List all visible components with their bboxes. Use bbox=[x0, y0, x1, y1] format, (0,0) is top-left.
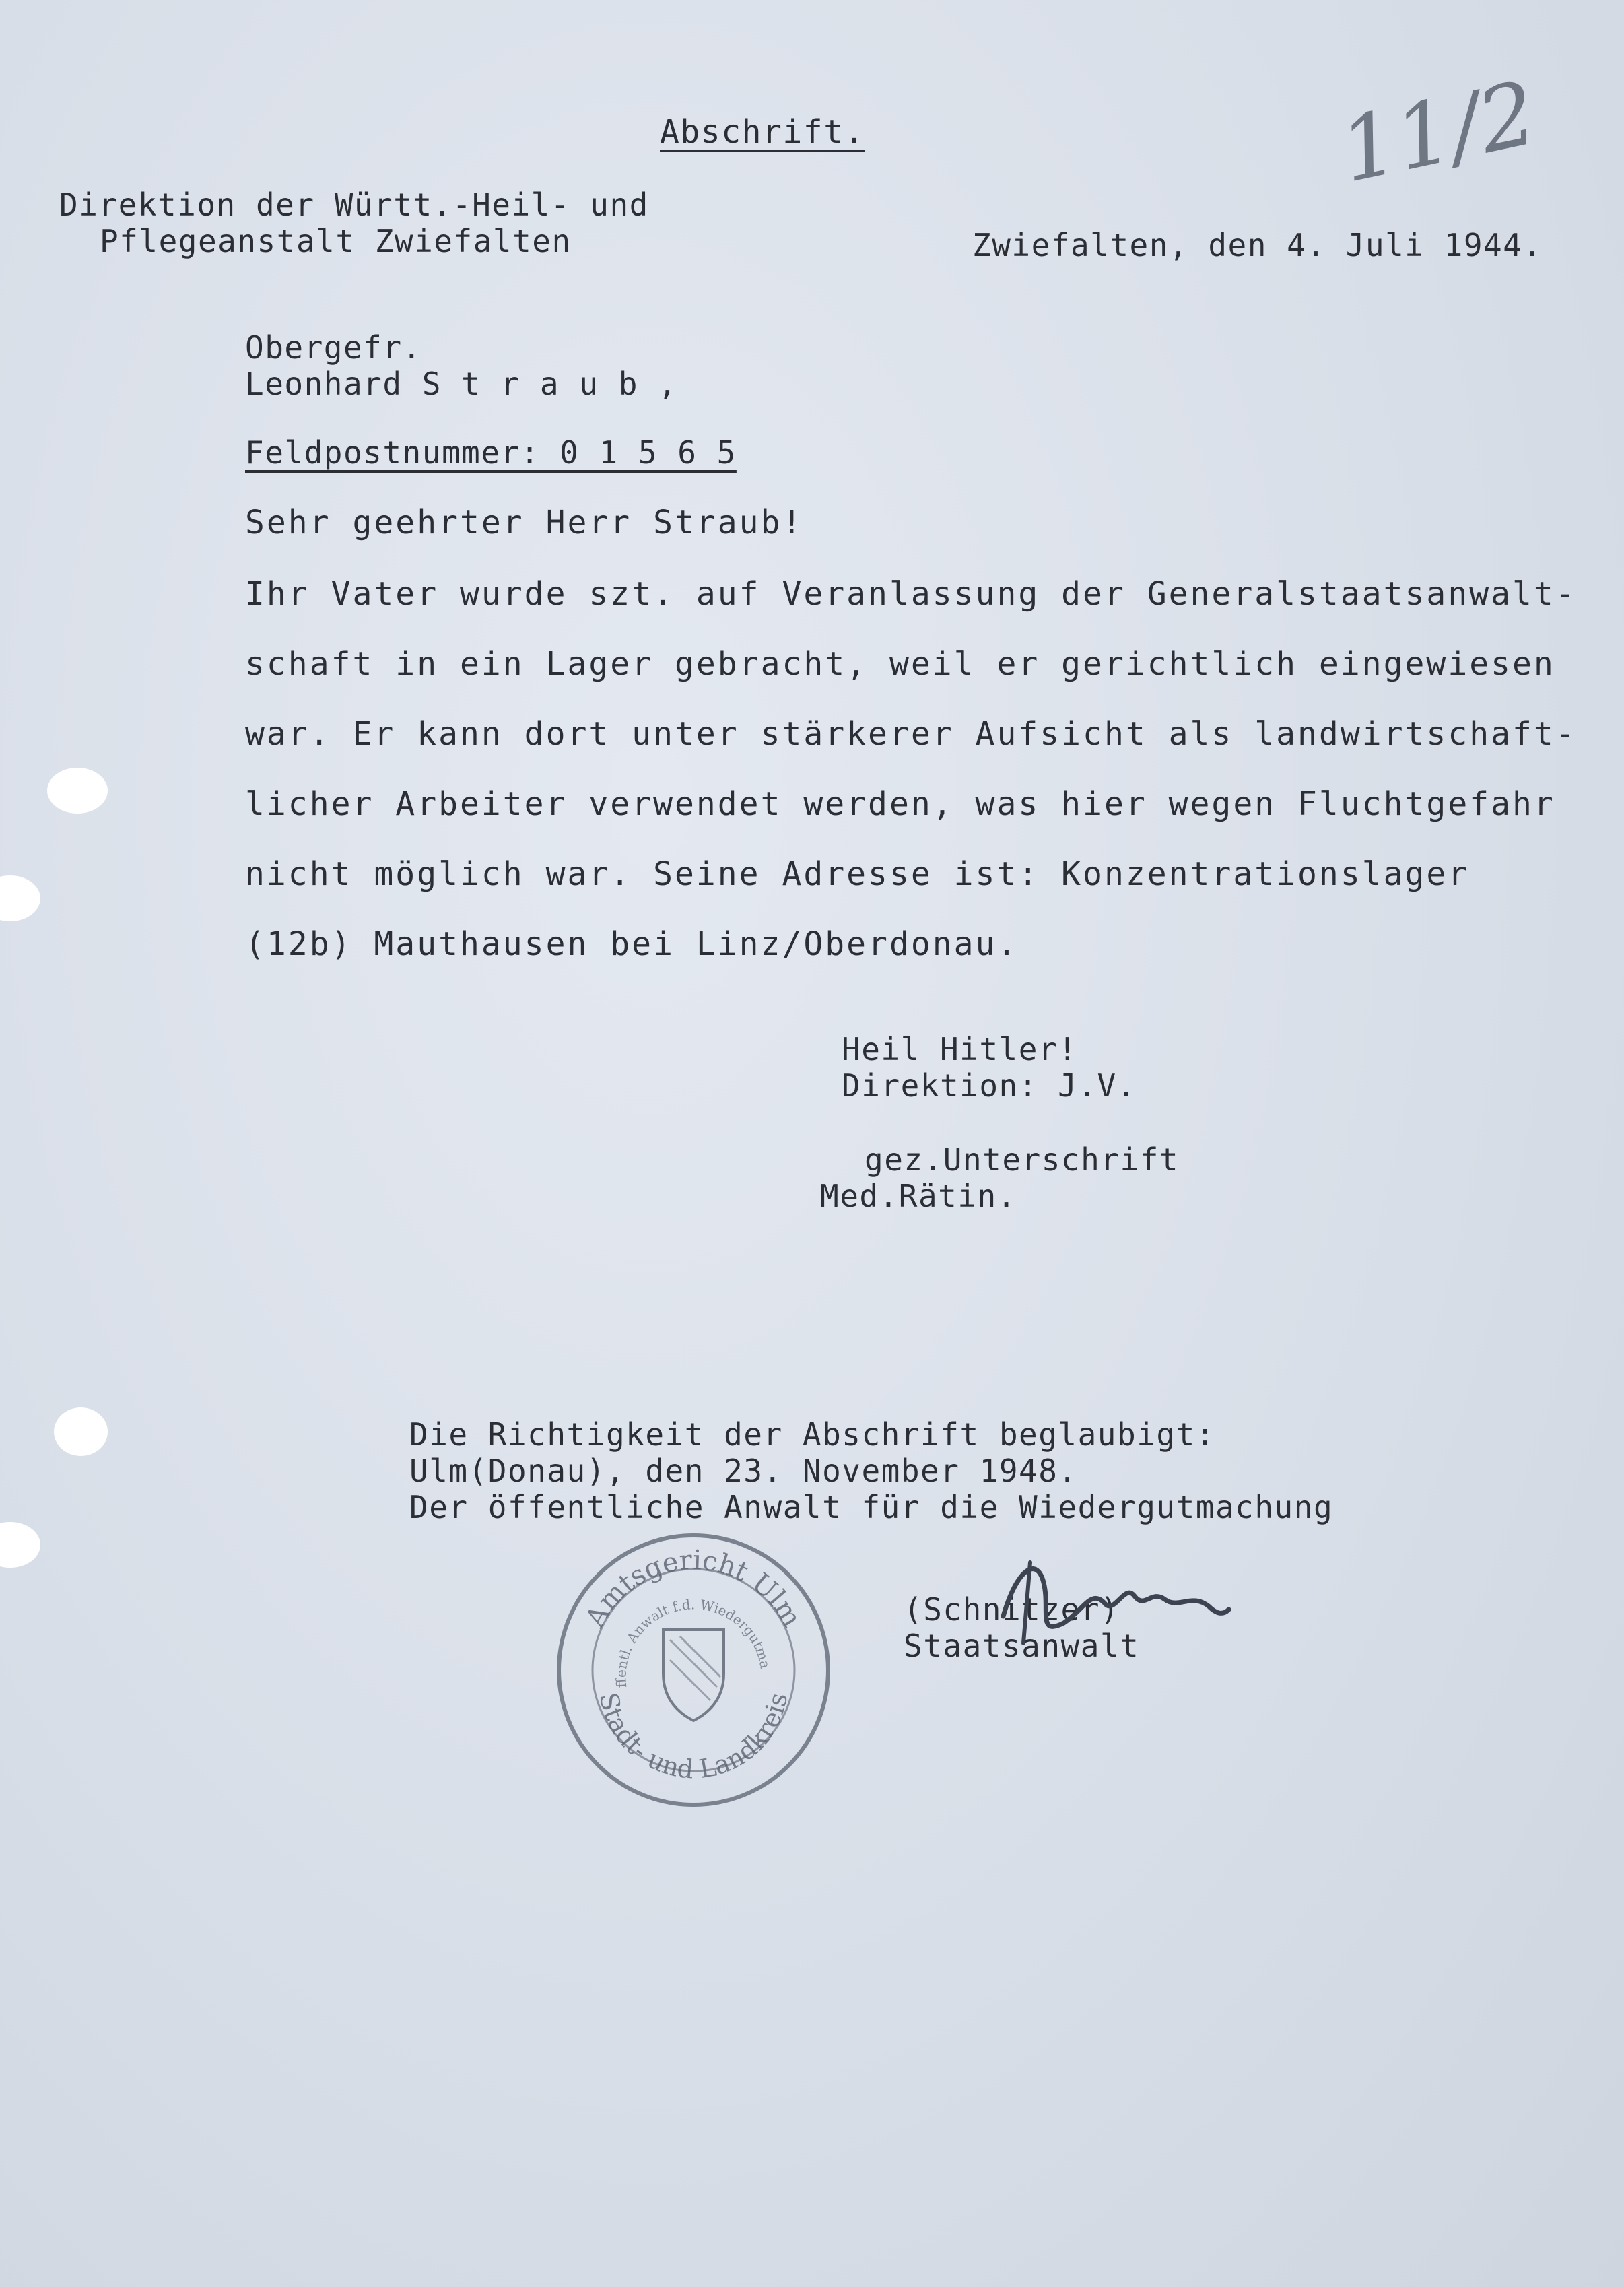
closing-greeting: Heil Hitler! bbox=[842, 1031, 1078, 1067]
signature-note: gez.Unterschrift bbox=[865, 1141, 1180, 1178]
certification-line-3: Der öffentliche Anwalt für die Wiedergutmachung bbox=[409, 1489, 1334, 1525]
feldpost-number: Feldpostnummer: 0 1 5 6 5 bbox=[245, 434, 737, 471]
date-place: Zwiefalten, den 4. Juli 1944. bbox=[972, 227, 1543, 263]
letter-line: licher Arbeiter verwendet werden, was hier wegen Fluchtgefahr bbox=[245, 785, 1555, 823]
punch-hole bbox=[0, 875, 40, 921]
punch-hole bbox=[47, 768, 108, 814]
stamp-inner-text: öffentl. Anwalt f.d. Wiedergutma bbox=[613, 1596, 774, 1689]
sender-line-1: Direktion der Württ.-Heil- und bbox=[59, 187, 649, 223]
closing-direktion: Direktion: J.V. bbox=[842, 1067, 1137, 1104]
stamp-bottom-text: Stadt- und Landkreis bbox=[593, 1690, 794, 1785]
recipient-name: Leonhard S t r a u b , bbox=[245, 366, 678, 402]
svg-text:Amtsgericht Ulm bbox=[579, 1545, 807, 1633]
attorney-name: (Schnitzer) bbox=[904, 1591, 1120, 1628]
document-title: Abschrift. bbox=[660, 113, 865, 151]
handwritten-signature bbox=[990, 1542, 1232, 1650]
attorney-title: Staatsanwalt bbox=[904, 1628, 1140, 1664]
punch-hole bbox=[0, 1522, 40, 1568]
salutation: Sehr geehrter Herr Straub! bbox=[245, 504, 804, 541]
official-stamp bbox=[552, 1529, 835, 1812]
letter-line: Ihr Vater wurde szt. auf Veranlassung der Generalstaatsanwalt- bbox=[245, 575, 1577, 613]
letter-line: schaft in ein Lager gebracht, weil er gerichtlich eingewiesen bbox=[245, 645, 1555, 683]
letter-line: war. Er kann dort unter stärkerer Aufsicht als landwirtschaft- bbox=[245, 715, 1577, 753]
letter-line: nicht möglich war. Seine Adresse ist: Konzentrationslager bbox=[245, 855, 1470, 893]
punch-hole bbox=[54, 1407, 108, 1456]
letter-line: (12b) Mauthausen bei Linz/Oberdonau. bbox=[245, 925, 1019, 963]
signer-title: Med.Rätin. bbox=[820, 1178, 1017, 1214]
certification-line-1: Die Richtigkeit der Abschrift beglaubigt: bbox=[409, 1416, 1215, 1453]
stamp-top-text: Amtsgericht Ulm bbox=[579, 1544, 808, 1632]
recipient-rank: Obergefr. bbox=[245, 329, 422, 366]
archive-mark: 11/2 bbox=[1331, 61, 1545, 203]
sender-line-2: Pflegeanstalt Zwiefalten bbox=[100, 223, 572, 259]
svg-text:Stadt- und Landkreis bbox=[594, 1690, 794, 1784]
certification-line-2: Ulm(Donau), den 23. November 1948. bbox=[409, 1453, 1078, 1489]
